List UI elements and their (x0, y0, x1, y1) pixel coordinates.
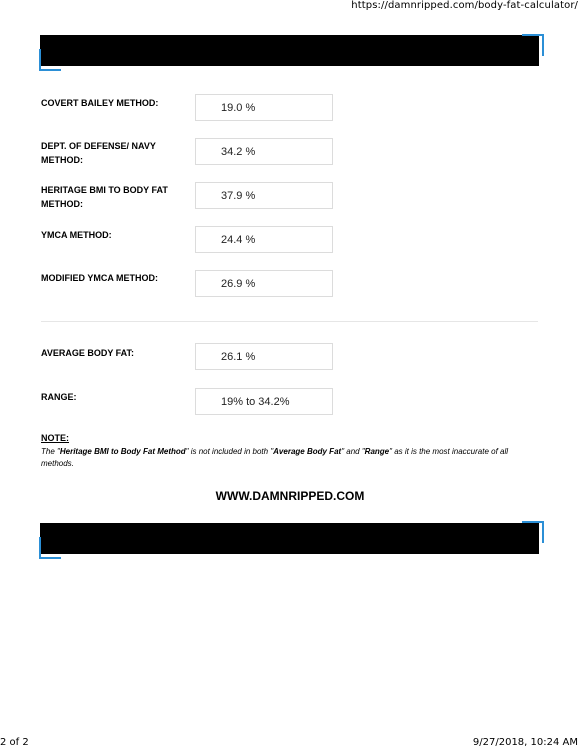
note-text-part: " and " (341, 447, 365, 456)
site-name: WWW.DAMNRIPPED.COM (215, 489, 365, 503)
result-value-field: 26.9 % (195, 270, 333, 297)
print-datetime: 9/27/2018, 10:24 AM (472, 737, 578, 748)
top-banner-corner-accent-right (522, 34, 544, 56)
bottom-banner-corner-accent-right (522, 521, 544, 543)
result-label: HERITAGE BMI TO BODY FAT METHOD: (41, 185, 168, 209)
result-value-field: 19.0 % (195, 94, 333, 121)
note-emphasis: Average Body Fat (273, 447, 342, 456)
section-divider (41, 321, 538, 322)
result-label: DEPT. OF DEFENSE/ NAVY METHOD: (41, 141, 156, 165)
bottom-banner (40, 523, 539, 554)
note-emphasis: Heritage BMI to Body Fat Method (59, 447, 186, 456)
summary-value-field: 19% to 34.2% (195, 388, 333, 415)
note-text (41, 446, 536, 470)
note-emphasis: Range (364, 447, 390, 456)
note-text-part: " as it is the most inaccurate of all methods. (41, 447, 509, 468)
result-label: MODIFIED YMCA METHOD: (41, 273, 158, 283)
bottom-banner-corner-accent-left (39, 537, 61, 559)
note-heading: NOTE: (41, 433, 69, 443)
note-text-part: The " (41, 447, 60, 456)
summary-label: RANGE: (41, 392, 77, 402)
top-banner (40, 35, 539, 66)
result-value-field: 34.2 % (195, 138, 333, 165)
result-value-field: 24.4 % (195, 226, 333, 253)
print-page-number: 2 of 2 (0, 737, 29, 748)
note-text-part: " is not included in both " (185, 447, 274, 456)
result-label: COVERT BAILEY METHOD: (41, 98, 159, 108)
summary-label: AVERAGE BODY FAT: (41, 348, 135, 358)
print-header-url: https://damnripped.com/body-fat-calculator/ (351, 0, 578, 11)
result-value-field: 37.9 % (195, 182, 333, 209)
summary-value-field: 26.1 % (195, 343, 333, 370)
top-banner-corner-accent-left (39, 49, 61, 71)
result-label: YMCA METHOD: (41, 230, 112, 240)
